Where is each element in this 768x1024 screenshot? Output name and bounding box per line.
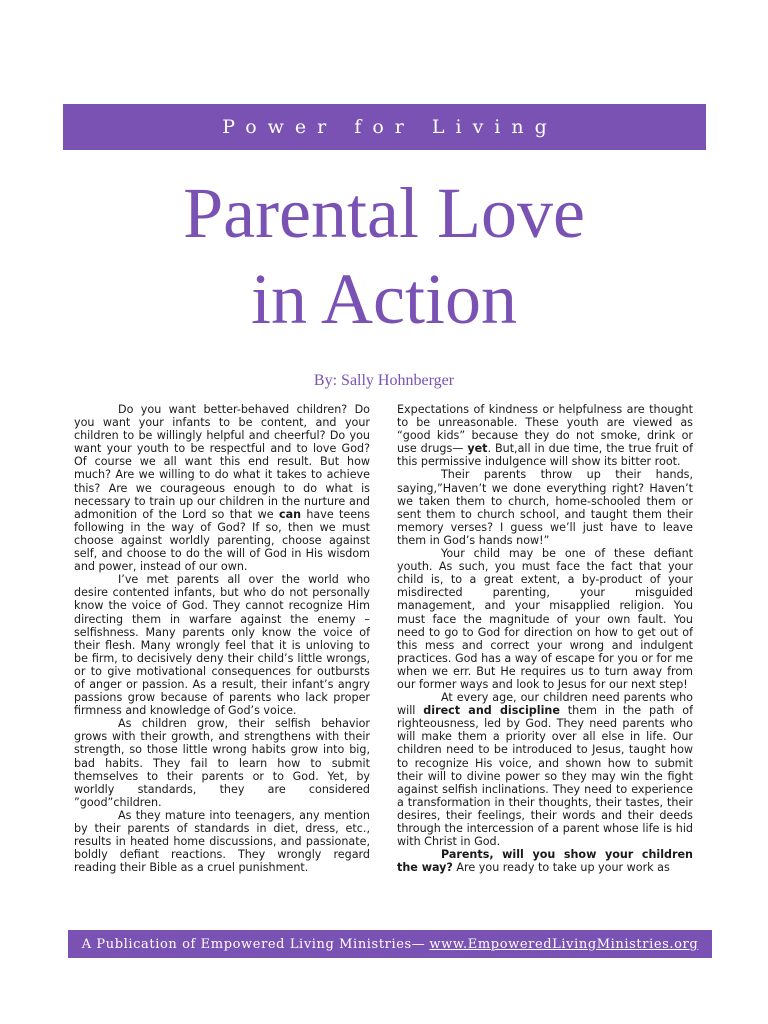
- series-title: Power for Living: [222, 116, 558, 138]
- title-line-1: Parental Love: [183, 173, 585, 253]
- footer-publication-text: A Publication of Empowered Living Ministries—: [81, 936, 426, 952]
- footer-banner: [68, 930, 712, 958]
- paragraph: I’ve met parents all over the world who desire contented infants, but who do not personally know the voice of God. They cannot recognize Him directing them in warfare against the enemy – selfishness. Many parents only know the voice of their flesh. Many wrongly feel that it is unloving to be firm, to decisively deny their child’s little wrongs, or to give motivational consequences for outbursts of anger or passion. As a result, their infant’s angry passions grow because of parents who lack proper firmness and knowledge of God’s voice.: [74, 573, 370, 718]
- paragraph: At every age, our children need parents who will direct and discipline them in the path of righteousness, led by God. They need parents who will make them a priority over all else in life. Our children need to be introduced to Jesus, taught how to recognize His voice, and shown how to submit their will to divine power so they may win the fight against selfish inclinations. They need to experience a transformation in their thoughts, their tastes, their desires, their feelings, their words and their deeds through the intercession of a parent whose life is hid with Christ in God.: [397, 691, 693, 849]
- paragraph: Their parents throw up their hands, saying,”Haven’t we done everything right? Haven’t we taken them to church, home-schooled them or sent them to church school, and taught them their memory verses? I guess we’ll just have to leave them in God’s hands now!”: [397, 468, 693, 547]
- paragraph: Your child may be one of these defiant youth. As such, you must face the fact that your child is, to a great extent, a by-product of your misdirected parenting, your misguided management, and your misapplied religion. You must face the magnitude of your own fault. You need to go to God for direction on how to get out of this mess and correct your wrong and indulgent practices. God has a way of escape for you or for me when we err. But He requires us to turn away from our former ways and look to Jesus for our next step!: [397, 547, 693, 691]
- article-title: [0, 170, 768, 342]
- paragraph: Parents, will you show your children the way? Are you ready to take up your work as: [397, 848, 693, 875]
- paragraph: Do you want better-behaved children? Do you want your infants to be content, and your children to be willingly helpful and cheerful? Do you want your youth to be respectful and to love God? Of course we all want this end result. But how much? Are we willing to do what it takes to achieve this? Are we courageous enough to do what is necessary to train up our children in the nurture and admonition of the Lord so that we can have teens following in the way of God? If so, then we must choose against worldly parenting, choose against self, and choose to do the will of God in His wisdom and power, instead of our own.: [74, 403, 370, 574]
- paragraph: As they mature into teenagers, any mention by their parents of standards in diet, dress, etc., results in heated home discussions, and passionate, boldly defiant reactions. They wrongly regard reading their Bible as a cruel punishment.: [74, 808, 370, 875]
- footer-website-link[interactable]: www.EmpoweredLivingMinistries.org: [429, 936, 699, 952]
- paragraph: As children grow, their selfish behavior grows with their growth, and strengthens with their strength, so those little wrong habits grow into big, bad habits. They fail to learn how to submit themselves to their parents or to God. Yet, by worldly standards, they are considered ”good”children.: [74, 717, 370, 809]
- article-column-left: [74, 403, 370, 921]
- title-line-2: in Action: [251, 259, 517, 339]
- series-banner: [63, 104, 706, 150]
- article-column-right: [397, 403, 693, 921]
- paragraph: Expectations of kindness or helpfulness are thought to be unreasonable. These youth are viewed as “good kids” because they do not smoke, drink or use drugs— yet. But,all in due time, the true fruit of this permissive indulgence will show its bitter root.: [397, 403, 693, 469]
- byline: By: Sally Hohnberger: [313, 372, 455, 389]
